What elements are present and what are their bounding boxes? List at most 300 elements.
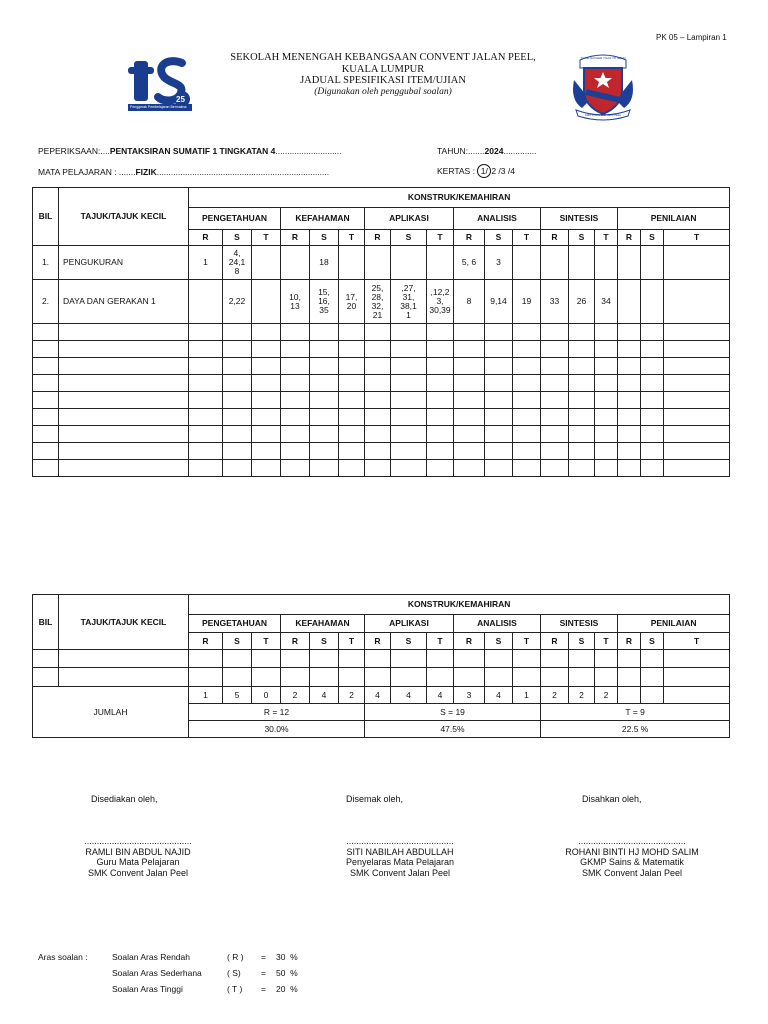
signature-role: Disahkan oleh, [582,794,642,804]
empty-cell [513,341,541,358]
header-bil: BIL [33,188,59,246]
group-header-kefahaman: KEFAHAMAN [281,208,365,230]
empty-cell [427,460,454,477]
empty-cell [189,460,223,477]
empty-cell [189,409,223,426]
signature-name: SITI NABILAH ABDULLAH [346,846,454,857]
row-cell [641,280,664,324]
row-cell: 10, 13 [281,280,310,324]
empty-cell [664,409,730,426]
row-cell: ,12,2 3, 30,39 [427,280,454,324]
aras-eq: = [261,968,266,978]
empty-cell [339,426,365,443]
group-header-pengetahuan: PENGETAHUAN [189,208,281,230]
summary-t-total: T = 9 [541,704,730,721]
aras-eq: = [261,984,266,994]
empty-cell [310,668,339,687]
empty-cell [641,443,664,460]
empty-cell [59,409,189,426]
summary-count: 4 [391,687,427,704]
row-cell: 1 [189,246,223,280]
school-name: SEKOLAH MENENGAH KEBANGSAAN CONVENT JALAN PEEL, [230,52,536,63]
document-header [200,52,566,98]
empty-cell [365,324,391,341]
row-cell: 19 [513,280,541,324]
sub-header-r-2: R [189,633,223,650]
empty-cell [252,668,281,687]
signature-title: Penyelaras Mata Pelajaran [345,857,455,867]
empty-cell [454,668,485,687]
peperiksaan-value: PENTAKSIRAN SUMATIF 1 TINGKATAN 4 [109,146,276,156]
aras-code: ( T ) [227,984,243,994]
empty-cell [541,668,569,687]
empty-cell [391,358,427,375]
empty-cell [391,443,427,460]
empty-cell [339,460,365,477]
empty-cell [59,443,189,460]
empty-cell [513,375,541,392]
group-header-aplikasi: APLIKASI [365,208,454,230]
empty-cell [454,324,485,341]
empty-cell [641,668,664,687]
empty-cell [541,341,569,358]
table-row-empty [33,341,730,358]
empty-cell [59,650,189,668]
header-konstruk: KONSTRUK/KEMAHIRAN [189,188,730,208]
empty-cell [569,341,595,358]
empty-cell [485,392,513,409]
summary-count: 2 [541,687,569,704]
table-row-empty [33,358,730,375]
summary-count: 1 [189,687,223,704]
empty-cell [454,409,485,426]
empty-cell [513,668,541,687]
aras-code: ( R ) [227,952,244,962]
empty-cell [641,650,664,668]
empty-cell [33,358,59,375]
row-bil: 2. [33,280,59,324]
empty-cell [365,358,391,375]
aras-name: Soalan Aras Tinggi [112,984,183,994]
signature-school: SMK Convent Jalan Peel [87,867,189,878]
empty-cell [189,324,223,341]
group-header-sintesis-2: SINTESIS [541,615,618,633]
sub-header-t-2: T [252,633,281,650]
group-header-penilaian: PENILAIAN [618,208,730,230]
empty-cell [33,460,59,477]
signature-role: Disemak oleh, [346,794,404,804]
empty-cell [513,650,541,668]
empty-cell [189,358,223,375]
table-row-empty [33,409,730,426]
empty-cell [513,460,541,477]
empty-cell [223,460,252,477]
row-cell: 9,14 [485,280,513,324]
empty-cell [223,392,252,409]
sub-header-r-2: R [281,633,310,650]
row-cell: 17, 20 [339,280,365,324]
empty-cell [454,443,485,460]
sub-header-t: T [339,230,365,246]
sub-header-r: R [618,230,641,246]
empty-cell [391,460,427,477]
empty-cell [391,324,427,341]
empty-cell [541,324,569,341]
empty-cell [427,668,454,687]
signature-block [542,836,722,878]
empty-cell [391,426,427,443]
sub-header-r: R [365,230,391,246]
empty-cell [427,426,454,443]
table-row-empty [33,460,730,477]
summary-count: 5 [223,687,252,704]
empty-cell [427,358,454,375]
empty-cell [641,392,664,409]
row-cell: 2,22 [223,280,252,324]
empty-cell [641,358,664,375]
empty-cell [310,443,339,460]
empty-cell [485,341,513,358]
empty-cell [569,358,595,375]
kertas-circled: 1/ [477,164,491,178]
sub-header-t-2: T [339,633,365,650]
kertas-line [437,164,515,178]
empty-cell [569,443,595,460]
empty-cell [595,650,618,668]
empty-cell [485,668,513,687]
aras-eq: = [261,952,266,962]
summary-s-pct: 47.5% [365,721,541,738]
empty-cell [664,426,730,443]
empty-cell [223,341,252,358]
empty-cell [664,668,730,687]
sub-header-s: S [391,230,427,246]
empty-cell [569,668,595,687]
empty-cell [569,460,595,477]
empty-cell [664,375,730,392]
row-cell [339,246,365,280]
mata-label: MATA PELAJARAN : ....... [38,167,136,177]
empty-cell [569,324,595,341]
empty-cell [189,375,223,392]
signature-school: SMK Convent Jalan Peel [349,867,451,878]
empty-cell [339,650,365,668]
empty-cell [223,409,252,426]
tahun-dots: .............. [503,146,537,156]
empty-cell [485,358,513,375]
empty-cell [513,443,541,460]
peperiksaan-label: PEPERIKSAAN:.... [38,146,110,156]
empty-cell [189,443,223,460]
empty-cell [454,460,485,477]
sub-header-s-2: S [641,633,664,650]
empty-cell [365,375,391,392]
empty-cell [281,358,310,375]
empty-cell [33,443,59,460]
sub-header-s-2: S [310,633,339,650]
empty-cell [391,341,427,358]
aras-label: Aras soalan : [38,952,88,962]
form-code: PK 05 – Lampiran 1 [656,33,727,42]
empty-cell [252,324,281,341]
signature-name: ROHANI BINTI HJ MOHD SALIM [565,846,699,857]
empty-cell [310,460,339,477]
row-cell [641,246,664,280]
empty-cell [513,392,541,409]
empty-cell [365,409,391,426]
table-row-empty [33,668,730,687]
signature-name: RAMLI BIN ABDUL NAJID [85,846,191,857]
crest-motto: TO BE RATHER THAN TO SEEM [580,56,626,60]
summary-count [664,687,730,704]
empty-cell [664,392,730,409]
mata-dots: ......................................................................... [156,167,330,177]
tahun-value: 2024 [484,146,504,156]
empty-cell [365,341,391,358]
empty-cell [595,460,618,477]
peperiksaan-dots: ............................ [275,146,342,156]
empty-cell [339,324,365,341]
empty-cell [252,392,281,409]
empty-cell [33,650,59,668]
spec-table-summary [32,594,730,738]
empty-cell [310,341,339,358]
empty-cell [485,409,513,426]
sub-header-t-2: T [427,633,454,650]
signature-school: SMK Convent Jalan Peel [581,867,683,878]
aras-val: 50 % [276,968,298,978]
summary-count: 2 [595,687,618,704]
empty-cell [33,668,59,687]
row-cell: 4, 24,1 8 [223,246,252,280]
empty-cell [339,341,365,358]
empty-cell [310,409,339,426]
empty-cell [281,392,310,409]
empty-cell [485,443,513,460]
sub-header-r-2: R [618,633,641,650]
row-cell: 26 [569,280,595,324]
signature-role: Disediakan oleh, [91,794,158,804]
empty-cell [454,650,485,668]
empty-cell [281,341,310,358]
empty-cell [569,426,595,443]
empty-cell [365,426,391,443]
empty-cell [427,650,454,668]
signature-dots: ........................................... [346,836,454,846]
empty-cell [641,341,664,358]
empty-cell [485,324,513,341]
empty-cell [33,392,59,409]
aras-val: 20 % [276,984,298,994]
row-cell [391,246,427,280]
empty-cell [189,392,223,409]
empty-cell [618,358,641,375]
sub-header-t: T [427,230,454,246]
row-cell [252,280,281,324]
sub-header-r: R [454,230,485,246]
empty-cell [513,409,541,426]
empty-cell [281,324,310,341]
empty-cell [339,358,365,375]
sub-header-s: S [569,230,595,246]
empty-cell [595,426,618,443]
signature-dots: ........................................... [578,836,686,846]
table-row-empty [33,375,730,392]
empty-cell [664,443,730,460]
document-title: JADUAL SPESIFIKASI ITEM/UJIAN [300,75,466,86]
empty-cell [664,341,730,358]
empty-cell [365,460,391,477]
summary-count: 2 [569,687,595,704]
sub-header-r: R [281,230,310,246]
peperiksaan-line [38,146,342,156]
empty-cell [569,650,595,668]
empty-cell [664,650,730,668]
empty-cell [595,392,618,409]
aras-code: ( S) [227,968,241,978]
empty-cell [427,341,454,358]
empty-cell [664,358,730,375]
empty-cell [595,341,618,358]
signature-title: Guru Mata Pelajaran [96,857,180,867]
signature-dots: ........................................... [84,836,192,846]
row-cell [189,280,223,324]
empty-cell [541,460,569,477]
group-header-sintesis: SINTESIS [541,208,618,230]
empty-cell [310,650,339,668]
table-row-empty [33,392,730,409]
empty-cell [454,392,485,409]
school-crest [570,50,636,122]
empty-cell [223,426,252,443]
empty-cell [339,443,365,460]
row-cell [595,246,618,280]
empty-cell [33,409,59,426]
empty-cell [454,426,485,443]
sub-header-t: T [664,230,730,246]
empty-cell [339,668,365,687]
row-cell [365,246,391,280]
empty-cell [59,426,189,443]
empty-cell [641,409,664,426]
summary-s-total: S = 19 [365,704,541,721]
signature-title: GKMP Sains & Matematik [580,857,684,867]
empty-cell [339,375,365,392]
empty-cell [252,358,281,375]
row-tajuk: PENGUKURAN [59,246,189,280]
empty-cell [513,426,541,443]
tahun-line [437,146,537,156]
empty-cell [189,668,223,687]
empty-cell [595,375,618,392]
empty-cell [281,650,310,668]
empty-cell [541,443,569,460]
empty-cell [513,324,541,341]
aras-val: 30 % [276,952,298,962]
aras-name: Soalan Aras Rendah [112,952,190,962]
signature-block [48,836,228,878]
summary-count [641,687,664,704]
summary-count: 2 [339,687,365,704]
header-bil-2: BIL [33,595,59,650]
summary-count: 4 [365,687,391,704]
summary-counts-row [33,687,730,704]
table-row [33,280,730,324]
summary-count: 4 [427,687,454,704]
sub-header-s: S [310,230,339,246]
table-row-empty [33,443,730,460]
row-cell [618,280,641,324]
row-cell: 18 [310,246,339,280]
row-cell [541,246,569,280]
table-row-empty [33,650,730,668]
empty-cell [641,324,664,341]
summary-count: 4 [485,687,513,704]
empty-cell [595,409,618,426]
empty-cell [391,668,427,687]
empty-cell [454,358,485,375]
empty-cell [391,375,427,392]
row-bil: 1. [33,246,59,280]
group-header-aplikasi-2: APLIKASI [365,615,454,633]
empty-cell [223,324,252,341]
empty-cell [541,392,569,409]
row-cell: ,27, 31, 38,1 1 [391,280,427,324]
empty-cell [641,426,664,443]
empty-cell [59,392,189,409]
empty-cell [310,426,339,443]
empty-cell [252,341,281,358]
empty-cell [223,358,252,375]
summary-count: 3 [454,687,485,704]
sub-header-r: R [541,230,569,246]
empty-cell [595,443,618,460]
mata-value: FIZIK [135,167,157,177]
summary-count: 1 [513,687,541,704]
svg-text:25: 25 [176,95,185,104]
empty-cell [223,668,252,687]
empty-cell [365,668,391,687]
empty-cell [427,443,454,460]
empty-cell [618,392,641,409]
kertas-label: KERTAS : [437,166,475,176]
table-row-empty [33,324,730,341]
empty-cell [391,650,427,668]
row-cell: 25, 28, 32, 21 [365,280,391,324]
empty-cell [541,375,569,392]
empty-cell [485,650,513,668]
row-cell: 5, 6 [454,246,485,280]
spec-table-main [32,187,730,477]
empty-cell [59,668,189,687]
sub-header-t: T [595,230,618,246]
empty-cell [33,375,59,392]
empty-cell [485,426,513,443]
empty-cell [569,392,595,409]
empty-cell [281,426,310,443]
sub-header-r-2: R [365,633,391,650]
empty-cell [252,650,281,668]
row-cell [618,246,641,280]
empty-cell [365,392,391,409]
empty-cell [427,392,454,409]
ts25-logo-label: Penggerak Pembelajaran Bermakna [130,105,187,109]
summary-count: 0 [252,687,281,704]
empty-cell [391,392,427,409]
summary-count: 2 [281,687,310,704]
empty-cell [427,375,454,392]
empty-cell [281,443,310,460]
